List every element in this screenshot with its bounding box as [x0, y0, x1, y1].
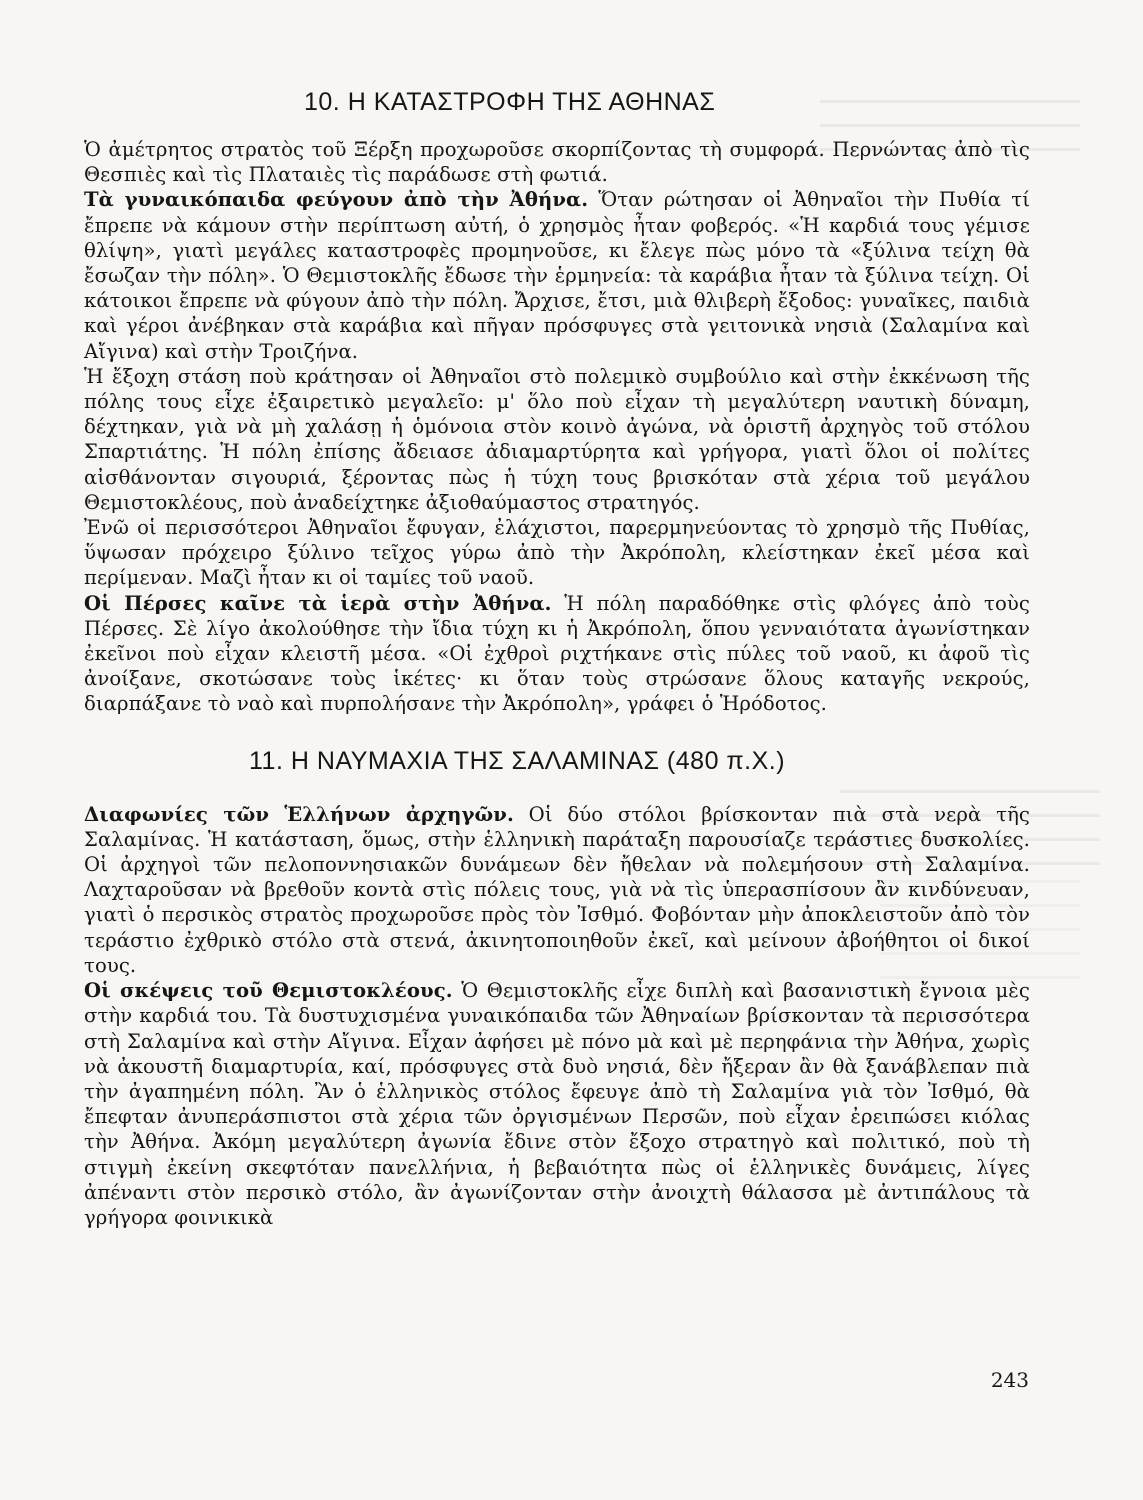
paragraph-text: Οἱ δύο στόλοι βρίσκονταν πιὰ στὰ νερὰ τῆς Σαλαμίνας. Ἡ κατάσταση, ὅμως, στὴν ἑλληνικὴ παράταξη παρουσίαζε τεράστιες δυσκολίες. Οἱ ἀρχηγοὶ τῶν πελοποννησιακῶν δυνάμεων δὲν ἤθελαν νὰ πολεμήσουν στὴ Σαλαμίνα. Λαχταροῦσαν νὰ βρεθοῦν κοντὰ στὶς πόλεις τους, γιὰ νὰ τὶς ὑπερασπίσουν ἂν κινδύνευαν, γιατὶ ὁ περσικὸς στρατὸς προχωροῦσε πρὸς τὸν Ἰσθμό. Φοβόνταν μὴν ἀποκλειστοῦν ἀπὸ τὸν τεράστιο ἐχθρικὸ στόλο στὰ στενά, ἀκινητοποιηθοῦν ἐκεῖ, καὶ μείνουν ἀβοήθητοι οἱ δικοί τους.: [84, 802, 1030, 977]
paragraph-lead: Οἱ Πέρσες καῖνε τὰ ἱερὰ στὴν Ἀθήνα.: [84, 591, 552, 615]
paragraph: [84, 978, 1030, 1230]
paragraph-lead: Οἱ σκέψεις τοῦ Θεμιστοκλέους.: [84, 979, 453, 1003]
paragraph: Ἐνῶ οἱ περισσότεροι Ἀθηναῖοι ἔφυγαν, ἐλάχιστοι, παρερμηνεύοντας τὸ χρησμὸ τῆς Πυθίας, ὕψωσαν πρόχειρο ξύλινο τεῖχος γύρω ἀπὸ τὴν Ἀκρόπολη, κλείστηκαν ἐκεῖ μέσα καὶ περίμεναν. Μαζὶ ἦταν κι οἱ ταμίες τοῦ ναοῦ.: [84, 516, 1030, 590]
paragraph: [84, 591, 1030, 717]
paragraph-text: Ὁ Θεμιστοκλῆς εἶχε διπλὴ καὶ βασανιστικὴ ἔγνοια μὲς στὴν καρδιά του. Τὰ δυστυχισμένα γυναικόπαιδα τῶν Ἀθηναίων βρίσκονταν τὰ περισσότερα στὴ Σαλαμίνα καὶ στὴν Αἴγινα. Εἶχαν ἀφήσει μὲ πόνο μὰ καὶ μὲ περηφάνια τὴν Ἀθήνα, χωρὶς νὰ ἀκουστῆ διαμαρτυρία, καί, πρόσφυγες στὰ δυὸ νησιά, δὲν ἤξεραν ἂν θὰ ξανάβλεπαν πιὰ τὴν ἀγαπημένη πόλη. Ἂν ὁ ἑλληνικὸς στόλος ἔφευγε ἀπὸ τὴ Σαλαμίνα γιὰ τὸν Ἰσθμό, θὰ ἔπεφταν ἀνυπεράσπιστοι στὰ χέρια τῶν ὀργισμένων Περσῶν, ποὺ εἶχαν ἐρειπώσει κιόλας τὴν Ἀθήνα. Ἀκόμη μεγαλύτερη ἀγωνία ἔδινε στὸν ἔξοχο στρατηγὸ καὶ πολιτικό, ποὺ τὴ στιγμὴ ἐκείνη σκεφτόταν πανελλήνια, ἡ βεβαιότητα πὼς οἱ ἑλληνικὲς δυνάμεις, λίγες ἀπέναντι στὸν περσικὸ στόλο, ἂν ἀγωνίζονταν στὴν ἀνοιχτὴ θάλασσα μὲ ἀντιπάλους τὰ γρήγορα φοινικικὰ: [84, 979, 1030, 1229]
paragraph: Ἡ ἔξοχη στάση ποὺ κράτησαν οἱ Ἀθηναῖοι στὸ πολεμικὸ συμβούλιο καὶ στὴν ἐκκένωση τῆς πόλης τους εἶχε ἐξαιρετικὸ μεγαλεῖο: μ' ὅλο ποὺ εἶχαν τὴ μεγαλύτερη ναυτικὴ δύναμη, δέχτηκαν, γιὰ νὰ μὴ χαλάσῃ ἡ ὁμόνοια στὸν κοινὸ ἀγώνα, νὰ ὁριστῆ ἀρχηγὸς τοῦ στόλου Σπαρτιάτης. Ἡ πόλη ἐπίσης ἄδειασε ἀδιαμαρτύρητα καὶ γρήγορα, γιατὶ ὅλοι οἱ πολίτες αἰσθάνονταν σιγουριά, ξέροντας πὼς ἡ τύχη τους βρισκόταν στὰ χέρια τοῦ μεγάλου Θεμιστοκλέους, ποὺ ἀναδείχτηκε ἀξιοθαύμαστος στρατηγός.: [84, 364, 1030, 514]
paragraph: [84, 187, 1030, 363]
page-content: [84, 88, 1030, 1230]
section-heading-10: 10. Η ΚΑΤΑΣΤΡΟΦΗ ΤΗΣ ΑΘΗΝΑΣ: [304, 88, 716, 116]
section-11-body: [84, 802, 1030, 1230]
section-10-body: [84, 137, 1030, 717]
paragraph-lead: Διαφωνίες τῶν Ἑλλήνων ἀρχηγῶν.: [84, 802, 514, 826]
paragraph-lead: Τὰ γυναικόπαιδα φεύγουν ἀπὸ τὴν Ἀθήνα.: [84, 188, 589, 212]
paragraph-text: Ἡ πόλη παραδόθηκε στὶς φλόγες ἀπὸ τοὺς Πέρσες. Σὲ λίγο ἀκολούθησε τὴν ἴδια τύχη κι ἡ Ἀκρόπολη, ὅπου γενναιότατα ἀγωνίστηκαν ἐκεῖνοι ποὺ εἶχαν κλειστῆ μέσα. «Οἱ ἐχθροὶ ριχτήκανε στὶς πύλες τοῦ ναοῦ, κι ἀφοῦ τὶς ἀνοίξανε, σκοτώσανε τοὺς ἱκέτες· κι ὅταν τοὺς στρώσανε ὅλους καταγῆς νεκρούς, διαρπάξανε τὸ ναὸ καὶ πυρπολήσανε τὴν Ἀκρόπολη», γράφει ὁ Ἡρόδοτος.: [84, 591, 1030, 716]
paragraph: [84, 802, 1030, 978]
section-heading-11: 11. Η ΝΑΥΜΑΧΙΑ ΤΗΣ ΣΑΛΑΜΙΝΑΣ (480 π.Χ.): [249, 746, 786, 775]
paragraph: Ὁ ἀμέτρητος στρατὸς τοῦ Ξέρξη προχωροῦσε σκορπίζοντας τὴ συμφορά. Περνώντας ἀπὸ τὶς Θεσπιὲς καὶ τὶς Πλαταιὲς τὶς παράδωσε στὴ φωτιά.: [84, 138, 1030, 187]
page-number: 243: [990, 1368, 1029, 1392]
paragraph-text: Ὅταν ρώτησαν οἱ Ἀθηναῖοι τὴν Πυθία τί ἔπρεπε νὰ κάμουν στὴν περίπτωση αὐτή, ὁ χρησμὸς ἦταν φοβερός. «Ἡ καρδιά τους γέμισε θλίψη», γιατὶ μεγάλες καταστροφὲς προμηνοῦσε, κι ἔλεγε πὼς μόνο τὰ «ξύλινα τείχη θὰ ἔσωζαν τὴν πόλη». Ὁ Θεμιστοκλῆς ἔδωσε τὴν ἑρμηνεία: τὰ καράβια ἦταν τὰ ξύλινα τείχη. Οἱ κάτοικοι ἔπρεπε νὰ φύγουν ἀπὸ τὴν πόλη. Ἄρχισε, ἔτσι, μιὰ θλιβερὴ ἔξοδος: γυναῖκες, παιδιὰ καὶ γέροι ἀνέβηκαν στὰ καράβια καὶ πῆγαν πρόσφυγες στὰ γειτονικὰ νησιὰ (Σαλαμίνα καὶ Αἴγινα) καὶ στὴν Τροιζήνα.: [84, 188, 1030, 363]
